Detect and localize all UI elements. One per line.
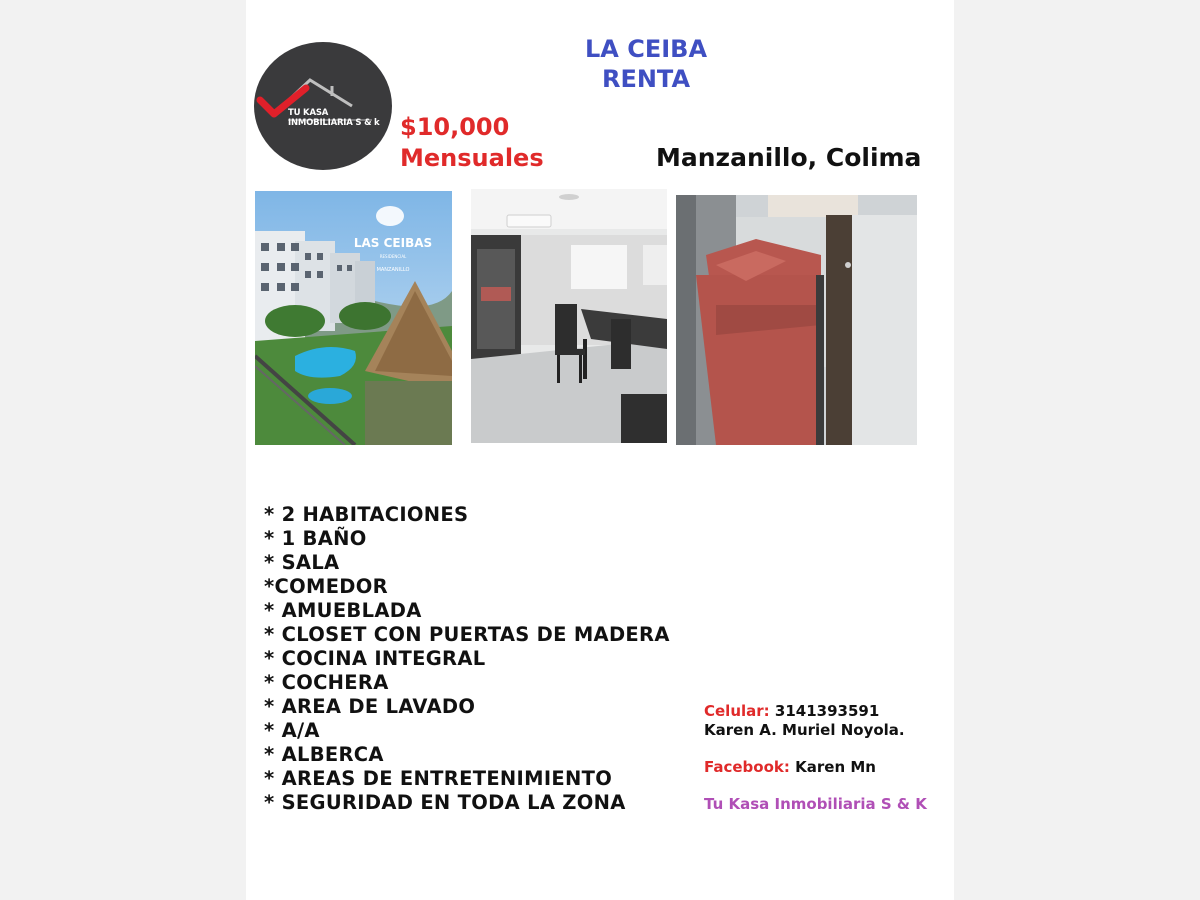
photo-complex [255, 191, 452, 445]
phone-row [704, 702, 927, 721]
feature-item: * AREA DE LAVADO [264, 695, 476, 718]
feature-item: * SEGURIDAD EN TODA LA ZONA [264, 791, 626, 814]
flyer-page [246, 0, 954, 900]
feature-item: * CLOSET CON PUERTAS DE MADERA [264, 623, 670, 646]
feature-item: * COCINA INTEGRAL [264, 647, 486, 670]
contact-block [704, 702, 927, 814]
house-check-icon [254, 42, 392, 170]
price-amount: $10,000 [400, 113, 510, 141]
complex-sign-city: MANZANILLO [376, 267, 410, 273]
facebook-row [704, 758, 927, 777]
price [400, 112, 544, 174]
feature-item: * AMUEBLADA [264, 599, 422, 622]
phone-label: Celular: [704, 702, 770, 720]
facebook-value: Karen Mn [795, 758, 876, 776]
feature-item: * COCHERA [264, 671, 389, 694]
feature-item: * SALA [264, 551, 340, 574]
features-list [264, 503, 670, 815]
complex-sign-title: LAS CEIBAS [353, 236, 433, 250]
feature-item: * 1 BAÑO [264, 527, 367, 550]
feature-item: * ALBERCA [264, 743, 384, 766]
contact-name: Karen A. Muriel Noyola. [704, 721, 905, 739]
photo-bedroom [676, 195, 917, 445]
listing-title [526, 34, 766, 94]
agency-name: Tu Kasa Inmobiliaria S & K [704, 795, 927, 813]
agency-logo [254, 42, 392, 170]
facebook-label: Facebook: [704, 758, 790, 776]
logo-text: TU KASA INMOBILIARIA S & k [288, 108, 380, 128]
feature-item: * 2 HABITACIONES [264, 503, 469, 526]
title-line-2: RENTA [601, 65, 691, 93]
feature-item: * AREAS DE ENTRETENIMIENTO [264, 767, 613, 790]
feature-item: * A/A [264, 719, 320, 742]
price-period: Mensuales [400, 144, 544, 172]
location: Manzanillo, Colima [656, 143, 922, 172]
photo-dining-room [471, 189, 667, 443]
complex-sign-sub: RESIDENCIAL [379, 254, 407, 259]
title-line-1: LA CEIBA [584, 35, 708, 63]
feature-item: *COMEDOR [264, 575, 388, 598]
phone-value: 3141393591 [774, 702, 880, 720]
